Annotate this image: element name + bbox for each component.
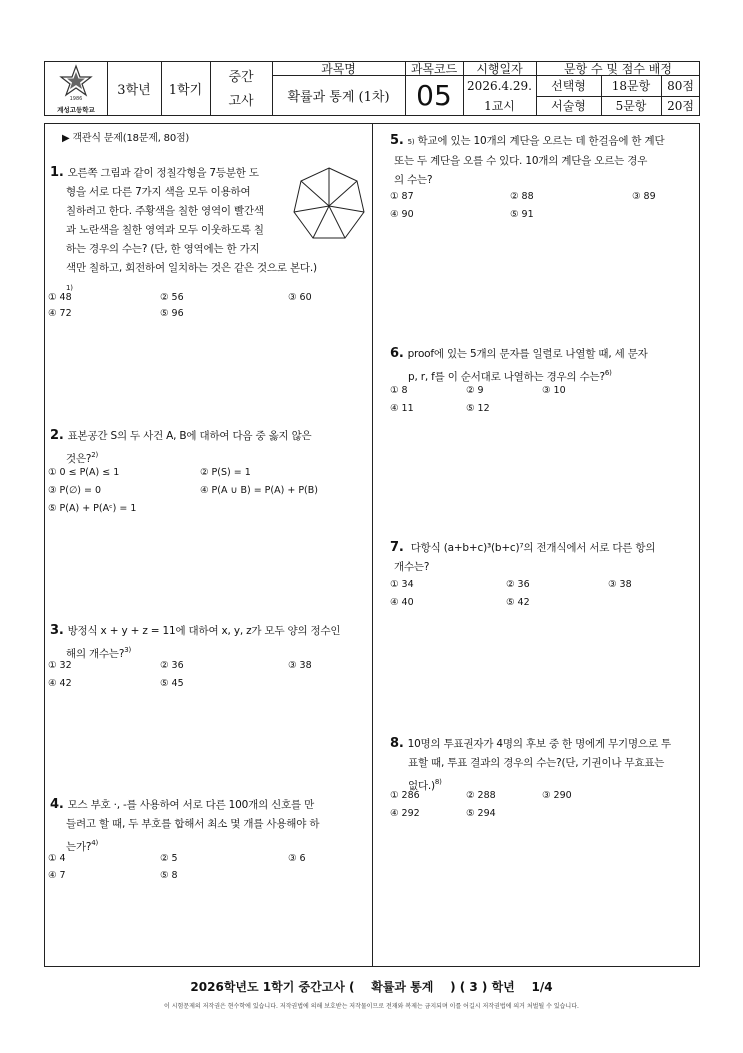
option[interactable]: ③ 38 (288, 660, 312, 671)
option[interactable]: ④ P(A ∪ B) = P(A) + P(B) (200, 485, 318, 496)
option[interactable]: ⑤ 8 (160, 870, 178, 881)
option[interactable]: ④ 72 (48, 308, 72, 319)
exam-period: 1교시 (484, 99, 515, 113)
option[interactable]: ⑤ 45 (160, 678, 184, 689)
option[interactable]: ② 36 (506, 579, 530, 590)
question-6: 6. proof에 있는 5개의 문자를 일렬로 나열할 때, 세 문자 p, r, f를 이 순서대로 나열하는 경우의 수는?$^{6)}$ (390, 346, 648, 383)
exam-date: 2026.4.29. (467, 78, 532, 93)
grade: 3학년 (117, 83, 151, 98)
option[interactable]: ③ 89 (632, 191, 656, 202)
option[interactable]: ① 286 (390, 790, 420, 801)
exam-type-2: 고사 (228, 93, 254, 109)
question-5: 5. 5) 학교에 있는 10개의 계단을 오르는 데 한걸음에 한 계단 또는 두 계단을 오를 수 있다. 10개의 계단을 오르는 경우 의 수는? (390, 133, 665, 186)
question-number: 1. (50, 165, 64, 180)
option[interactable]: ④ 90 (390, 209, 414, 220)
code-label: 과목코드 (410, 62, 458, 76)
svg-text:1986: 1986 (69, 96, 83, 102)
option[interactable]: ④ 7 (48, 870, 66, 881)
question-2: 2. 표본공간 S의 두 사건 A, B에 대하여 다음 중 옳지 않은 것은?$^{2)}$ (50, 428, 312, 465)
option[interactable]: ② 88 (510, 191, 534, 202)
option[interactable]: ③ P(∅) = 0 (48, 485, 101, 496)
option[interactable]: ① 8 (390, 385, 408, 396)
mc-label: 선택형 (551, 79, 586, 93)
option[interactable]: ③ 60 (288, 292, 312, 303)
option[interactable]: ② 36 (160, 660, 184, 671)
question-number: 5. (390, 133, 404, 148)
mc-score: 80점 (667, 79, 694, 93)
question-number: 2. (50, 428, 64, 443)
school-name: 계성고등학교 (57, 105, 95, 114)
column-divider (372, 123, 373, 967)
option[interactable]: ④ 11 (390, 403, 414, 414)
option[interactable]: ① 0 ≤ P(A) ≤ 1 (48, 467, 120, 478)
question-8: 8. 10명의 투표권자가 4명의 후보 중 한 명에게 무기명으로 투 표할 때, 투표 결과의 경우의 수는?(단, 기권이나 무효표는 없다.)$^{8)}$ (390, 736, 671, 792)
question-number: 8. (390, 736, 404, 751)
distribution-label: 문항 수 및 점수 배정 (564, 62, 672, 76)
copyright-notice: 이 시험문제의 저작권은 현수학에 있습니다. 저작권법에 의해 보호받는 저작물이므로 전재와 복제는 금지되며 이를 어길시 저작권법에 의거 처벌될 수 있습니다. (164, 1003, 579, 1010)
option[interactable]: ① 87 (390, 191, 414, 202)
option[interactable]: ① 32 (48, 660, 72, 671)
option[interactable]: ⑤ P(A) + P(Aᶜ) = 1 (48, 503, 137, 514)
subject-label: 과목명 (321, 62, 356, 76)
question-number: 6. (390, 346, 404, 361)
subject-code: 05 (416, 78, 452, 112)
option[interactable]: ① 4 (48, 853, 66, 864)
question-number: 4. (50, 797, 64, 812)
option[interactable]: ② 5 (160, 853, 178, 864)
exam-header-table (44, 61, 700, 116)
option[interactable]: ③ 10 (542, 385, 566, 396)
option[interactable]: ④ 40 (390, 597, 414, 608)
option[interactable]: ② P(S) = 1 (200, 467, 251, 478)
sa-label: 서술형 (551, 99, 586, 113)
question-1: 1. 오른쪽 그림과 같이 정칠각형을 7등분한 도 형을 서로 다른 7가지 색을 모두 이용하여 칠하려고 한다. 주황색을 칠한 영역이 빨간색 과 노란색을 칠한 영역과 모두 이웃하도록 칠 하는 경우의 수는? (단, 한 영역에는 한 가지 색만 칠하고, 회전하여 일치하는 것은 같은 것으로 본다.) 1) (50, 165, 317, 292)
option[interactable]: ③ 290 (542, 790, 572, 801)
question-number: 7. (390, 540, 404, 555)
option[interactable]: ⑤ 42 (506, 597, 530, 608)
option[interactable]: ⑤ 91 (510, 209, 534, 220)
school-emblem-icon (59, 64, 93, 102)
option[interactable]: ① 34 (390, 579, 414, 590)
date-label: 시행일자 (476, 62, 523, 76)
question-4: 4. 모스 부호 ·, -를 사용하여 서로 다른 100개의 신호를 만 들려고 할 때, 두 부호를 합해서 최소 몇 개를 사용해야 하 는가?$^{4)}$ (50, 797, 320, 853)
school-logo (45, 62, 107, 104)
heptagon-figure (290, 164, 368, 244)
section-title: ▶ 객관식 문제(18문제, 80점) (62, 133, 190, 144)
semester: 1학기 (168, 83, 203, 98)
option[interactable]: ② 56 (160, 292, 184, 303)
option[interactable]: ⑤ 294 (466, 808, 496, 819)
sa-count: 5문항 (615, 99, 647, 113)
option[interactable]: ④ 42 (48, 678, 72, 689)
option[interactable]: ⑤ 12 (466, 403, 490, 414)
question-number: 3. (50, 623, 64, 638)
question-3: 3. 방정식 x + y + z = 11에 대하여 x, y, z가 모두 양의 정수인 해의 개수는?$^{3)}$ (50, 623, 341, 660)
option[interactable]: ② 288 (466, 790, 496, 801)
subject-name: 확률과 통계 (1차) (287, 89, 390, 105)
question-7: 7. 다항식 (a+b+c)³(b+c)⁷의 전개식에서 서로 다른 항의 개수는? (390, 540, 656, 573)
option[interactable]: ④ 292 (390, 808, 420, 819)
sa-score: 20점 (667, 99, 694, 113)
option[interactable]: ② 9 (466, 385, 484, 396)
option[interactable]: ③ 38 (608, 579, 632, 590)
exam-type-1: 중간 (228, 69, 254, 85)
option[interactable]: ③ 6 (288, 853, 306, 864)
option[interactable]: ⑤ 96 (160, 308, 184, 319)
mc-count: 18문항 (611, 79, 651, 93)
footer-title: 2026학년도 1학기 중간고사 ( 확률과 통계 ) ( 3 ) 학년 1/4 (190, 980, 553, 994)
option[interactable]: ① 48 (48, 292, 72, 303)
